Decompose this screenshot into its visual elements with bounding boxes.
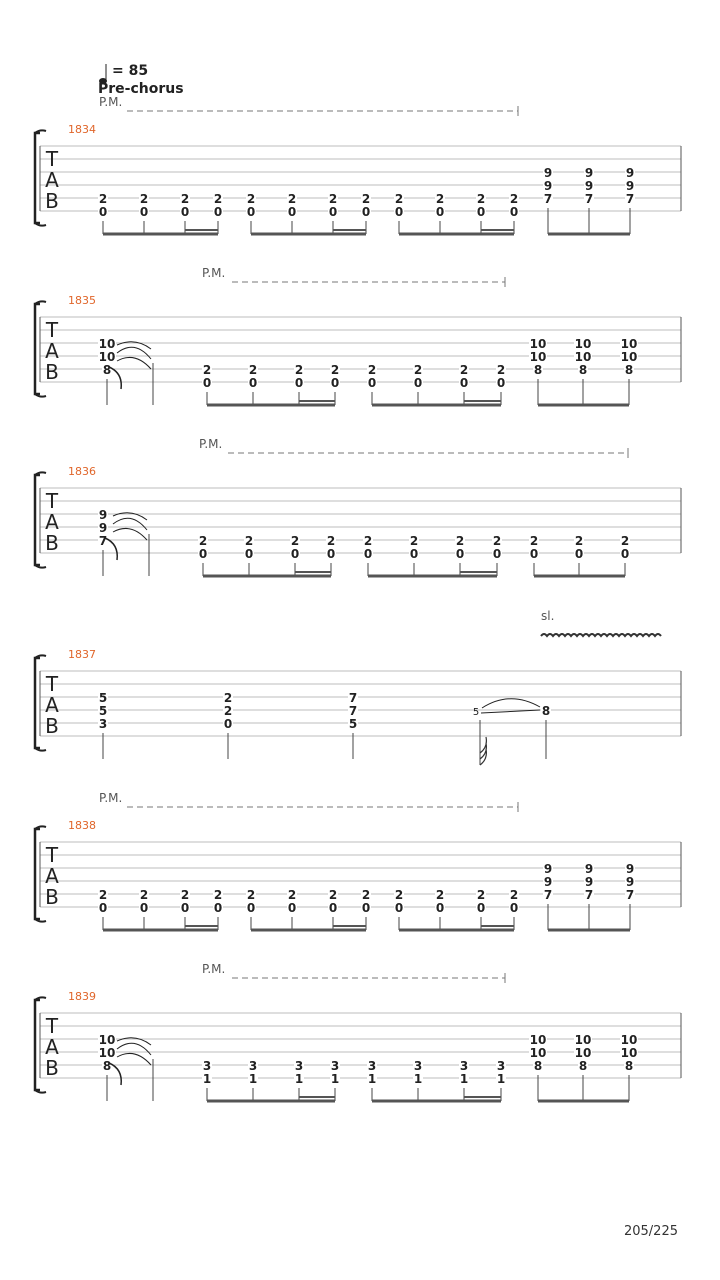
tab-note (287, 888, 297, 930)
fret-number: 2 (476, 192, 486, 206)
tab-note (98, 1033, 116, 1101)
system-bracket (35, 304, 40, 394)
tab-note (543, 862, 553, 930)
tab-clef-letter: A (45, 510, 59, 534)
fret-number: 3 (98, 717, 108, 731)
tab-clef-letter: T (45, 672, 59, 696)
fret-number: 0 (496, 376, 506, 390)
tab-note (328, 192, 338, 234)
system-bracket (35, 658, 40, 748)
fret-number: 9 (584, 179, 594, 193)
fret-number: 9 (625, 166, 635, 180)
tempo-value: = 85 (112, 63, 149, 79)
fret-number: 0 (361, 205, 371, 219)
fret-number: 0 (248, 376, 258, 390)
fret-number: 0 (98, 205, 108, 219)
tab-note (326, 534, 336, 576)
fret-number: 3 (248, 1059, 258, 1073)
fret-number: 2 (202, 363, 212, 377)
tab-note (509, 192, 519, 234)
tab-note (330, 363, 340, 405)
fret-number: 2 (244, 534, 254, 548)
tab-note (244, 534, 254, 576)
fret-number: 2 (330, 363, 340, 377)
fret-number: 2 (409, 534, 419, 548)
fret-number: 0 (476, 205, 486, 219)
fret-number: 0 (509, 901, 519, 915)
tab-clef-letter: T (45, 318, 59, 342)
fret-number: 9 (543, 875, 553, 889)
tab-note (294, 363, 304, 405)
fret-number: 2 (328, 192, 338, 206)
fret-number: 2 (98, 192, 108, 206)
fret-number: 0 (409, 547, 419, 561)
bracket-top-hook (35, 655, 46, 658)
bracket-top-hook (35, 997, 46, 1000)
tab-note (98, 337, 116, 405)
tab-system (35, 95, 681, 234)
tab-note (459, 1059, 469, 1101)
fret-number: 10 (574, 1033, 592, 1047)
fret-number: 9 (584, 875, 594, 889)
tab-note (574, 1033, 592, 1101)
tab-note (367, 363, 377, 405)
fret-number: 7 (98, 534, 108, 548)
tab-note (476, 192, 486, 234)
fret-number: 8 (541, 704, 551, 718)
fret-number: 2 (496, 363, 506, 377)
fret-number: 9 (584, 862, 594, 876)
fret-number: 8 (624, 1059, 634, 1073)
system-bracket (35, 829, 40, 919)
fret-number: 9 (543, 166, 553, 180)
tab-note (435, 192, 445, 234)
tab-note (459, 363, 469, 405)
fret-number: 0 (509, 205, 519, 219)
fret-number: 2 (435, 888, 445, 902)
fret-number: 7 (348, 691, 358, 705)
tab-system (35, 266, 681, 405)
tab-note (413, 1059, 423, 1101)
tab-note (98, 508, 108, 576)
tab-note (202, 1059, 212, 1101)
fret-number: 3 (496, 1059, 506, 1073)
fret-number: 9 (625, 875, 635, 889)
tab-clef-letter: A (45, 1035, 59, 1059)
fret-number: 2 (361, 888, 371, 902)
tab-note (620, 534, 630, 576)
tab-clef-letter: B (45, 531, 59, 555)
tab-system (35, 962, 681, 1101)
tab-note (361, 888, 371, 930)
tab-clef-letter: A (45, 693, 59, 717)
fret-number: 9 (543, 862, 553, 876)
tab-system (35, 791, 681, 930)
system-bracket (35, 475, 40, 565)
fret-number: 3 (459, 1059, 469, 1073)
bend-curve (113, 528, 147, 540)
fret-number: 10 (529, 1033, 547, 1047)
fret-number: 2 (394, 888, 404, 902)
fret-number: 0 (326, 547, 336, 561)
tab-note (584, 166, 594, 234)
fret-number: 0 (202, 376, 212, 390)
fret-number: 2 (213, 192, 223, 206)
tab-note (541, 704, 551, 759)
fret-number: 0 (180, 205, 190, 219)
fret-number: 2 (198, 534, 208, 548)
fret-number: 3 (202, 1059, 212, 1073)
palm-mute-label: P.M. (99, 95, 123, 109)
fret-number: 0 (367, 376, 377, 390)
tab-note (574, 337, 592, 405)
tab-note (180, 192, 190, 234)
bracket-bottom-hook (35, 223, 46, 226)
tab-note (202, 363, 212, 405)
tab-note (198, 534, 208, 576)
tab-note (584, 862, 594, 930)
bend-curve (117, 1053, 151, 1065)
section-label: Pre-chorus (98, 81, 184, 97)
fret-number: 0 (213, 205, 223, 219)
tab-system (35, 609, 681, 765)
fret-number: 10 (620, 1046, 638, 1060)
tab-clef-letter: T (45, 1014, 59, 1038)
fret-number: 10 (620, 350, 638, 364)
tab-note (509, 888, 519, 930)
bar-number: 1838 (68, 819, 96, 832)
fret-number: 2 (413, 363, 423, 377)
tab-systems (35, 95, 681, 1101)
fret-number: 8 (102, 363, 112, 377)
fret-number: 0 (294, 376, 304, 390)
fret-number: 0 (328, 205, 338, 219)
fret-number: 1 (294, 1072, 304, 1086)
tab-note (290, 534, 300, 576)
tab-note (620, 337, 638, 405)
tab-note (435, 888, 445, 930)
fret-number: 8 (533, 363, 543, 377)
fret-number: 7 (543, 888, 553, 902)
slur-arc (482, 699, 540, 708)
fret-number: 8 (533, 1059, 543, 1073)
fret-number: 2 (328, 888, 338, 902)
fret-number: 3 (330, 1059, 340, 1073)
bar-number: 1839 (68, 990, 96, 1003)
fret-number: 9 (625, 179, 635, 193)
fret-number: 0 (529, 547, 539, 561)
tab-note (246, 192, 256, 234)
tab-note (180, 888, 190, 930)
page-number: 205/225 (623, 1224, 678, 1239)
fret-number: 0 (459, 376, 469, 390)
system-bracket (35, 133, 40, 223)
bend-curve (117, 347, 151, 359)
tab-note (529, 1033, 547, 1101)
bar-number: 1835 (68, 294, 96, 307)
fret-number: 0 (139, 901, 149, 915)
fret-number: 10 (98, 337, 116, 351)
fret-number: 9 (98, 521, 108, 535)
fret-number: 0 (246, 901, 256, 915)
fret-number: 0 (435, 205, 445, 219)
tab-note (543, 166, 553, 234)
fret-number: 0 (413, 376, 423, 390)
tab-clef-letter: B (45, 1056, 59, 1080)
fret-number: 2 (213, 888, 223, 902)
fret-number: 1 (367, 1072, 377, 1086)
fret-number: 7 (348, 704, 358, 718)
fret-number: 0 (180, 901, 190, 915)
tab-clef-letter: T (45, 843, 59, 867)
fret-number: 7 (584, 192, 594, 206)
fret-number: 8 (102, 1059, 112, 1073)
fret-number: 0 (287, 205, 297, 219)
fret-number: 0 (363, 547, 373, 561)
fret-number: 2 (139, 888, 149, 902)
fret-number: 0 (287, 901, 297, 915)
tab-note (409, 534, 419, 576)
system-bracket (35, 1000, 40, 1090)
tab-note (213, 888, 223, 930)
tab-clef-letter: A (45, 168, 59, 192)
fret-number: 2 (455, 534, 465, 548)
tab-note (394, 192, 404, 234)
tab-note (625, 862, 635, 930)
tab-clef-letter: B (45, 189, 59, 213)
fret-number: 1 (248, 1072, 258, 1086)
tab-note (394, 888, 404, 930)
fret-number: 0 (223, 717, 233, 731)
tab-note (330, 1059, 340, 1101)
fret-number: 8 (624, 363, 634, 377)
fret-number: 1 (330, 1072, 340, 1086)
tab-clef-letter: A (45, 339, 59, 363)
fret-number: 0 (435, 901, 445, 915)
tab-note (476, 888, 486, 930)
fret-number: 0 (244, 547, 254, 561)
tab-clef-letter: B (45, 360, 59, 384)
tab-note (294, 1059, 304, 1101)
fret-number: 2 (180, 192, 190, 206)
bracket-bottom-hook (35, 748, 46, 751)
fret-number: 2 (367, 363, 377, 377)
fret-number: 5 (348, 717, 358, 731)
fret-number: 9 (98, 508, 108, 522)
tremolo-flags (480, 737, 486, 765)
fret-number: 0 (476, 901, 486, 915)
bend-curve (113, 518, 147, 530)
fret-number: 10 (574, 337, 592, 351)
palm-mute-label: P.M. (202, 962, 226, 976)
bar-number: 1837 (68, 648, 96, 661)
fret-number: 0 (330, 376, 340, 390)
fret-number: 2 (574, 534, 584, 548)
fret-number: 2 (509, 888, 519, 902)
fret-number: 10 (529, 337, 547, 351)
fret-number: 0 (361, 901, 371, 915)
tab-note (529, 337, 547, 405)
fret-number: 10 (574, 1046, 592, 1060)
fret-number: 10 (529, 350, 547, 364)
fret-number: 2 (529, 534, 539, 548)
tab-system (35, 437, 681, 576)
tab-note (223, 691, 233, 759)
palm-mute-label: P.M. (202, 266, 226, 280)
tab-note (455, 534, 465, 576)
fret-number: 2 (246, 192, 256, 206)
fret-number: 9 (584, 166, 594, 180)
tab-note (139, 192, 149, 234)
fret-number: 0 (394, 901, 404, 915)
fret-number: 10 (529, 1046, 547, 1060)
fret-number: 7 (625, 888, 635, 902)
bracket-top-hook (35, 826, 46, 829)
fret-number: 0 (98, 901, 108, 915)
bracket-top-hook (35, 130, 46, 133)
fret-number: 2 (223, 704, 233, 718)
fret-number: 7 (625, 192, 635, 206)
slide-wavy-line (541, 634, 661, 636)
fret-number: 2 (246, 888, 256, 902)
fret-number: 2 (361, 192, 371, 206)
fret-number: 9 (543, 179, 553, 193)
fret-number: 8 (578, 1059, 588, 1073)
tab-note (625, 166, 635, 234)
fret-number: 5 (98, 691, 108, 705)
bracket-top-hook (35, 301, 46, 304)
fret-number: 0 (139, 205, 149, 219)
tab-note (248, 363, 258, 405)
tab-note (496, 1059, 506, 1101)
fret-number: 5 (98, 704, 108, 718)
fret-number: 2 (287, 192, 297, 206)
bend-curve (117, 1043, 151, 1055)
fret-number: 1 (496, 1072, 506, 1086)
fret-number: 0 (213, 901, 223, 915)
palm-mute-label: P.M. (99, 791, 123, 805)
tab-note (367, 1059, 377, 1101)
fret-number: 2 (620, 534, 630, 548)
fret-number: 2 (363, 534, 373, 548)
bar-number: 1836 (68, 465, 96, 478)
fret-number: 2 (223, 691, 233, 705)
fret-number: 0 (455, 547, 465, 561)
tab-note (98, 691, 108, 759)
fret-number: 0 (574, 547, 584, 561)
fret-number: 10 (620, 1033, 638, 1047)
slide-label: sl. (541, 609, 555, 623)
tab-clef-letter: A (45, 864, 59, 888)
tab-note (413, 363, 423, 405)
bend-curve (117, 357, 151, 369)
fret-number: 0 (246, 205, 256, 219)
fret-number: 10 (620, 337, 638, 351)
fret-number: 0 (290, 547, 300, 561)
fret-number: 1 (413, 1072, 423, 1086)
fret-number: 10 (574, 350, 592, 364)
fret-number: 9 (625, 862, 635, 876)
fret-number: 7 (584, 888, 594, 902)
fret-number: 3 (294, 1059, 304, 1073)
fret-number: 0 (620, 547, 630, 561)
bracket-bottom-hook (35, 919, 46, 922)
tab-note (361, 192, 371, 234)
bracket-bottom-hook (35, 565, 46, 568)
fret-number: 2 (492, 534, 502, 548)
tab-note (98, 888, 108, 930)
fret-number: 2 (294, 363, 304, 377)
tab-note (529, 534, 539, 576)
fret-number: 2 (476, 888, 486, 902)
tab-note (248, 1059, 258, 1101)
tab-note (213, 192, 223, 234)
tab-note (139, 888, 149, 930)
fret-number: 10 (98, 1046, 116, 1060)
bar-number: 1834 (68, 123, 96, 136)
grace-fret-number: 5 (472, 707, 480, 718)
tab-note (492, 534, 502, 576)
fret-number: 0 (492, 547, 502, 561)
tab-clef-letter: B (45, 885, 59, 909)
fret-number: 8 (578, 363, 588, 377)
fret-number: 2 (435, 192, 445, 206)
fret-number: 2 (509, 192, 519, 206)
tab-note (328, 888, 338, 930)
fret-number: 3 (367, 1059, 377, 1073)
tab-note (348, 691, 358, 759)
palm-mute-label: P.M. (199, 437, 223, 451)
fret-number: 2 (98, 888, 108, 902)
tab-note (574, 534, 584, 576)
fret-number: 0 (394, 205, 404, 219)
fret-number: 2 (290, 534, 300, 548)
tab-note (287, 192, 297, 234)
fret-number: 3 (413, 1059, 423, 1073)
tab-note (98, 192, 108, 234)
fret-number: 10 (98, 350, 116, 364)
bracket-top-hook (35, 472, 46, 475)
tab-note (363, 534, 373, 576)
tab-clef-letter: T (45, 147, 59, 171)
tab-clef-letter: T (45, 489, 59, 513)
tab-note (496, 363, 506, 405)
fret-number: 2 (394, 192, 404, 206)
fret-number: 0 (198, 547, 208, 561)
tab-clef-letter: B (45, 714, 59, 738)
fret-number: 1 (459, 1072, 469, 1086)
bracket-bottom-hook (35, 1090, 46, 1093)
fret-number: 2 (139, 192, 149, 206)
fret-number: 2 (287, 888, 297, 902)
fret-number: 10 (98, 1033, 116, 1047)
bracket-bottom-hook (35, 394, 46, 397)
tab-note (620, 1033, 638, 1101)
fret-number: 2 (459, 363, 469, 377)
fret-number: 2 (248, 363, 258, 377)
fret-number: 2 (326, 534, 336, 548)
fret-number: 2 (180, 888, 190, 902)
fret-number: 0 (328, 901, 338, 915)
tab-note (246, 888, 256, 930)
fret-number: 1 (202, 1072, 212, 1086)
fret-number: 7 (543, 192, 553, 206)
